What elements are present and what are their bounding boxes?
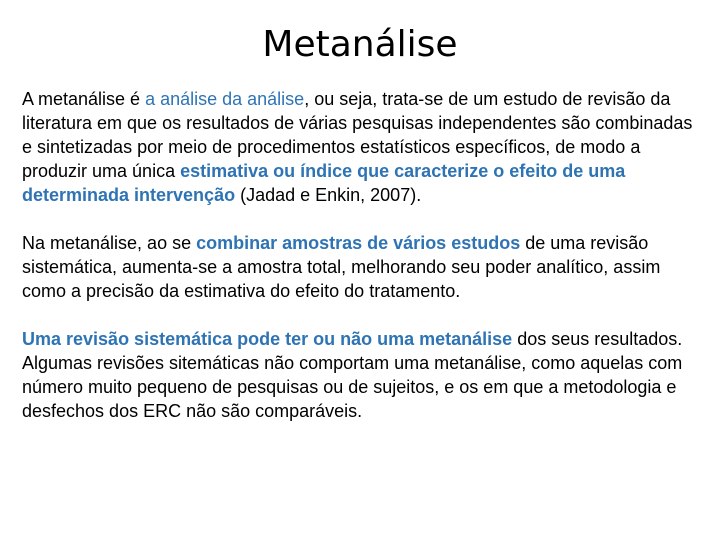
slide-title: Metanálise xyxy=(262,24,458,65)
systematic-review-text: dos seus resultados. Algumas revisões sitemáticas não comportam uma metanálise, como aquelas com número muito pequeno de pesquisas ou de sujeitos, e os em que a metodologia e desfechos dos ERC não são comparáveis. xyxy=(22,329,683,421)
paragraph-systematic-review xyxy=(22,327,702,423)
combination-text-start: Na metanálise, ao se xyxy=(22,233,197,253)
highlight-effect-estimate: estimativa ou índice que caracterize o efeito de uma determinada intervenção xyxy=(22,161,626,205)
definition-text-middle: , ou seja, trata-se de um estudo de revisão da literatura em que os resultados de várias pesquisas independentes são combinadas e sintetizadas por meio de procedimentos estatísticos específicos, de modo a produzir uma única xyxy=(22,89,693,181)
definition-citation: (Jadad e Enkin, 2007). xyxy=(235,185,422,205)
highlight-combine-samples: combinar amostras de vários estudos xyxy=(196,233,521,253)
paragraph-definition xyxy=(22,87,702,207)
highlight-systematic-review: Uma revisão sistemática pode ter ou não uma metanálise xyxy=(22,329,513,349)
definition-text-start: A metanálise é xyxy=(22,89,146,109)
combination-text-end: de uma revisão sistemática, aumenta-se a amostra total, melhorando seu poder analítico, assim como a precisão da estimativa do efeito do tratamento. xyxy=(22,233,661,301)
highlight-analysis-of-analysis: a análise da análise xyxy=(145,89,305,109)
paragraph-sample-combination xyxy=(22,231,702,303)
slide-body xyxy=(22,87,702,423)
